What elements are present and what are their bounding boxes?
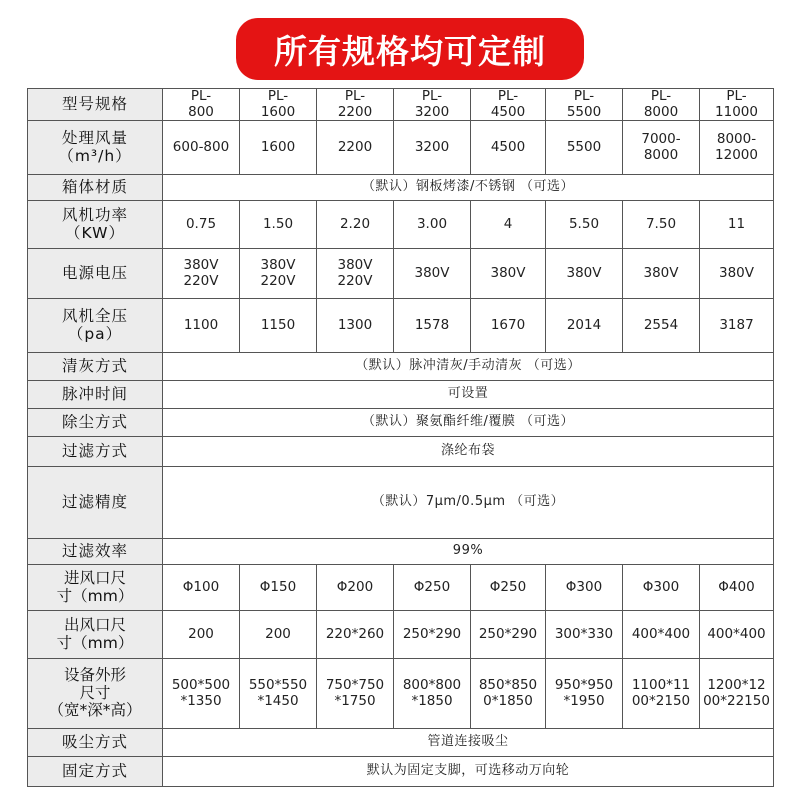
row-fixing-method [28,757,774,787]
label-airflow: 处理风量 （m³/h） [28,121,163,175]
airflow-cell: 8000- 12000 [700,121,774,175]
outlet-cell: 220*260 [317,611,394,659]
dimensions-cell: 800*800 *1850 [394,659,471,729]
title-banner [236,18,584,80]
label-voltage: 电源电压 [28,249,163,299]
label-inlet: 进风口尺 寸（mm） [28,565,163,611]
fan-pressure-cell: 2554 [623,299,700,353]
airflow-cell: 4500 [471,121,546,175]
row-dust-removal [28,409,774,437]
cleaning-method-value: （默认）脉冲清灰/手动清灰 （可选） [163,353,774,381]
inlet-cell: Φ250 [471,565,546,611]
row-airflow [28,121,774,175]
banner-title: 所有规格均可定制 [274,31,546,71]
outlet-cell: 400*400 [623,611,700,659]
fan-pressure-cell: 2014 [546,299,623,353]
label-fan-pressure: 风机全压 （pa） [28,299,163,353]
suction-method-value: 管道连接吸尘 [163,729,774,757]
fan-pressure-cell: 1100 [163,299,240,353]
row-fan-pressure [28,299,774,353]
label-fan-power: 风机功率 （KW） [28,201,163,249]
voltage-cell: 380V [394,249,471,299]
voltage-cell: 380V 220V [240,249,317,299]
fan-pressure-cell: 1150 [240,299,317,353]
label-filter-efficiency: 过滤效率 [28,539,163,565]
dimensions-cell: 500*500 *1350 [163,659,240,729]
fan-power-cell: 2.20 [317,201,394,249]
model-cell: PL- 3200 [394,89,471,121]
fan-power-cell: 4 [471,201,546,249]
row-dimensions [28,659,774,729]
row-voltage [28,249,774,299]
fan-power-cell: 1.50 [240,201,317,249]
dimensions-cell: 850*850 0*1850 [471,659,546,729]
row-filter-method [28,437,774,467]
dimensions-cell: 1200*12 00*22150 [700,659,774,729]
model-cell: PL- 4500 [471,89,546,121]
label-cleaning-method: 清灰方式 [28,353,163,381]
airflow-cell: 1600 [240,121,317,175]
label-dimensions: 设备外形 尺寸 （宽*深*高） [28,659,163,729]
inlet-cell: Φ300 [623,565,700,611]
airflow-cell: 3200 [394,121,471,175]
outlet-cell: 400*400 [700,611,774,659]
label-filter-method: 过滤方式 [28,437,163,467]
fan-pressure-cell: 1578 [394,299,471,353]
inlet-cell: Φ250 [394,565,471,611]
fixing-method-value: 默认为固定支脚，可选移动万向轮 [163,757,774,787]
voltage-cell: 380V 220V [317,249,394,299]
label-suction-method: 吸尘方式 [28,729,163,757]
fan-power-cell: 11 [700,201,774,249]
fan-power-cell: 7.50 [623,201,700,249]
model-cell: PL- 11000 [700,89,774,121]
row-pulse-time [28,381,774,409]
dimensions-cell: 750*750 *1750 [317,659,394,729]
voltage-cell: 380V 220V [163,249,240,299]
voltage-cell: 380V [471,249,546,299]
model-cell: PL- 1600 [240,89,317,121]
outlet-cell: 200 [163,611,240,659]
label-dust-removal: 除尘方式 [28,409,163,437]
airflow-cell: 5500 [546,121,623,175]
airflow-cell: 600-800 [163,121,240,175]
row-inlet [28,565,774,611]
airflow-cell: 7000- 8000 [623,121,700,175]
model-cell: PL- 5500 [546,89,623,121]
row-cleaning-method [28,353,774,381]
airflow-cell: 2200 [317,121,394,175]
voltage-cell: 380V [546,249,623,299]
row-box-material [28,175,774,201]
box-material-value: （默认）钢板烤漆/不锈钢 （可选） [163,175,774,201]
inlet-cell: Φ100 [163,565,240,611]
model-cell: PL- 800 [163,89,240,121]
pulse-time-value: 可设置 [163,381,774,409]
inlet-cell: Φ300 [546,565,623,611]
dimensions-cell: 950*950 *1950 [546,659,623,729]
label-outlet: 出风口尺 寸（mm） [28,611,163,659]
outlet-cell: 250*290 [471,611,546,659]
label-fixing-method: 固定方式 [28,757,163,787]
outlet-cell: 200 [240,611,317,659]
outlet-cell: 250*290 [394,611,471,659]
row-model [28,89,774,121]
inlet-cell: Φ200 [317,565,394,611]
outlet-cell: 300*330 [546,611,623,659]
inlet-cell: Φ150 [240,565,317,611]
model-cell: PL- 8000 [623,89,700,121]
spec-table [27,88,774,787]
dimensions-cell: 550*550 *1450 [240,659,317,729]
label-model: 型号规格 [28,89,163,121]
filter-precision-value: （默认）7μm/0.5μm （可选） [163,467,774,539]
fan-pressure-cell: 3187 [700,299,774,353]
label-pulse-time: 脉冲时间 [28,381,163,409]
row-suction-method [28,729,774,757]
dimensions-cell: 1100*11 00*2150 [623,659,700,729]
voltage-cell: 380V [623,249,700,299]
row-fan-power [28,201,774,249]
fan-power-cell: 3.00 [394,201,471,249]
fan-pressure-cell: 1300 [317,299,394,353]
label-box-material: 箱体材质 [28,175,163,201]
row-outlet [28,611,774,659]
filter-efficiency-value: 99% [163,539,774,565]
label-filter-precision: 过滤精度 [28,467,163,539]
fan-pressure-cell: 1670 [471,299,546,353]
row-filter-precision [28,467,774,539]
voltage-cell: 380V [700,249,774,299]
filter-method-value: 涤纶布袋 [163,437,774,467]
fan-power-cell: 5.50 [546,201,623,249]
model-cell: PL- 2200 [317,89,394,121]
inlet-cell: Φ400 [700,565,774,611]
row-filter-efficiency [28,539,774,565]
dust-removal-value: （默认）聚氨酯纤维/覆膜 （可选） [163,409,774,437]
fan-power-cell: 0.75 [163,201,240,249]
